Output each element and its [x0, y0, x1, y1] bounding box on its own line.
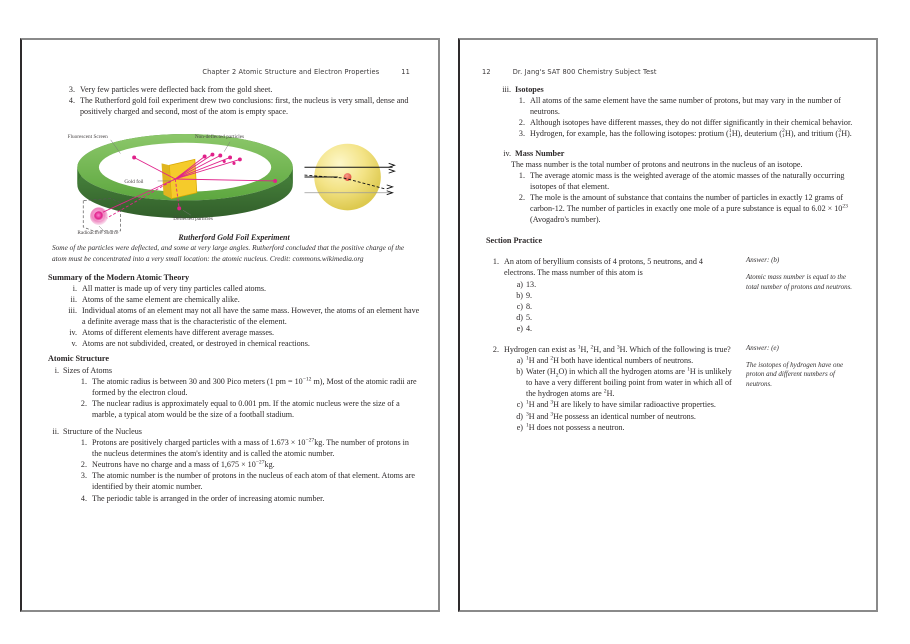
exponent: −12 [302, 375, 312, 382]
mass-number-heading-row [486, 148, 860, 159]
answer-explanation: The isotopes of hydrogen have one proton and different numbers of neutrons. [746, 360, 844, 388]
list-marker: 4. [80, 493, 87, 503]
list-marker: 1. [518, 96, 525, 106]
option[interactable] [512, 312, 736, 323]
list-text: Atoms of the same element are chemically alike. [82, 294, 240, 304]
list-marker: ii. [70, 294, 77, 304]
option-marker: a) [516, 279, 523, 289]
list-item [74, 459, 420, 470]
subsection-title: Structure of the Nucleus [63, 427, 142, 436]
list-marker: 2. [80, 460, 87, 470]
option[interactable] [512, 422, 736, 433]
atomic-structure-section [48, 353, 420, 503]
isotope-notation: 1 1 [728, 127, 732, 140]
option[interactable] [512, 279, 736, 290]
list-marker: 3. [80, 471, 87, 481]
summary-section [48, 272, 420, 350]
option-text: 8. [526, 301, 533, 311]
continued-list [48, 84, 420, 117]
option-text: $^3$H and $^3$He possess an identical number of neutrons. [526, 410, 696, 421]
list-item [74, 470, 420, 492]
list-text: The periodic table is arranged in the order of increasing atomic number. [92, 493, 325, 503]
list-marker: 1. [80, 376, 87, 386]
right-running-head [482, 68, 657, 76]
isotopes-heading: Isotopes [515, 85, 544, 94]
question-stem-row [486, 344, 736, 355]
list-marker: 2. [518, 192, 525, 202]
list-marker: 2. [518, 118, 525, 128]
option-marker: b) [516, 367, 523, 377]
right-page-number: 12 [482, 68, 491, 76]
list-text: Protons are positively charged particles with a mass of $1.673 \times 10^{-27}kg$. The number of protons in the nucleus determines the atom's identity and is called the atomic number. [92, 437, 409, 459]
left-page-body [48, 84, 420, 504]
option-marker: e) [516, 323, 523, 333]
question-stem: An atom of beryllium consists of 4 protons, 5 neutrons, and 4 electrons. The mass number of this atom is [504, 257, 703, 278]
label-deflected: Deflected particles [173, 216, 213, 223]
question-marker: 2. [492, 345, 499, 355]
practice-question-2 [486, 344, 860, 433]
answer-label: Answer: (b) [746, 256, 780, 265]
question-options [486, 279, 736, 334]
isotopes-section [486, 84, 860, 140]
list-item [512, 192, 860, 225]
list-text: All atoms of the same element have the same number of protons, but may vary in the number of neutrons. [530, 96, 841, 117]
list-text: The atomic number is the number of protons in the nucleus of each atom of that element. Atoms are identified by their atomic number. [92, 471, 415, 492]
option-marker: c) [516, 400, 523, 410]
section-practice-heading: Section Practice [486, 236, 543, 246]
list-marker: v. [71, 339, 77, 349]
list-marker: 3. [518, 129, 525, 139]
subsection-marker: ii. [52, 427, 59, 436]
list-text: Hydrogen, for example, has the following isotopes: protium ( 1 1 H), deuterium ( 2 1 H), and tritium ( 3 1 H). [530, 127, 852, 140]
answer-block [736, 256, 860, 292]
label-radioactive-source: Radioactive Source [77, 230, 119, 236]
list-text: The nuclear radius is approximately equal to 0.001 pm. If the atomic nucleus were the size of a marble, a typical atom would be the size of a football stadium. [92, 398, 400, 419]
option-text: Water $(H_2O)$ in which all the hydrogen atoms are $^1$H is unlikely to have a very different boiling point from water in which all of the hydrogen atoms are $^2$H. [526, 366, 732, 399]
option-marker: b) [516, 290, 523, 300]
label-fluorescent-screen: Fluorescent Screen [67, 134, 108, 141]
option[interactable] [512, 301, 736, 312]
answer-label: Answer: (e) [746, 344, 779, 353]
question-marker: 1. [492, 257, 499, 267]
atomic-structure-heading: Atomic Structure [48, 354, 110, 364]
isotope-notation: 2 1 [781, 127, 785, 140]
list-text: All matter is made up of very tiny particles called atoms. [82, 283, 267, 293]
list-item [62, 283, 420, 294]
mass-number-marker: iv. [503, 148, 511, 158]
right-page [458, 38, 878, 612]
option[interactable] [512, 399, 736, 410]
list-item [74, 398, 420, 420]
list-text: The atomic radius is between 30 and 300 Pico meters (1 pm = $10^{-12}$ m), Most of the atomic radii are formed by the electron cloud. [92, 375, 417, 397]
list-text: Atoms of different elements have different average masses. [82, 328, 275, 338]
gold-foil-diagram-svg [48, 123, 420, 235]
mass-number-section [486, 148, 860, 226]
option-text: $^1$H and $^2$H both have identical numbers of neutrons. [526, 355, 694, 366]
question-stem: Hydrogen can exist as $^1$H, $^2$H, and $^3$H. Which of the following is true? [504, 344, 731, 355]
subsection-title: Sizes of Atoms [63, 365, 113, 375]
list-text: Very few particles were deflected back from the gold sheet. [80, 85, 273, 94]
question-stem-row [486, 256, 736, 278]
list-text: Neutrons have no charge and a mass of $1,675 \times 10^{-27}kg$. [92, 459, 275, 470]
option[interactable] [512, 366, 736, 399]
list-item [62, 327, 420, 338]
left-running-head [202, 68, 410, 76]
list-marker: 2. [80, 398, 87, 408]
list-item [62, 305, 420, 327]
option-marker: d) [516, 411, 523, 421]
option[interactable] [512, 290, 736, 301]
isotopes-heading-row [486, 84, 860, 95]
list-marker: iv. [69, 328, 77, 338]
answer-explanation: Atomic mass number is equal to the total number of protons and neutrons. [746, 272, 853, 291]
subsection-marker: i. [54, 365, 59, 375]
list-item [512, 95, 860, 117]
list-text: Atoms are not subdivided, created, or destroyed in chemical reactions. [82, 339, 310, 349]
figure-caption-body: Some of the particles were deflected, and some at very large angles. Rutherford concluded that the positive charge of the atom must be concentrated into a very small location: the atomic nucleus. Credit: commons.wikimedia.org [52, 243, 405, 263]
mass-number-heading: Mass Number [515, 148, 565, 158]
exponent: −27 [255, 459, 265, 466]
list-item [512, 170, 860, 192]
list-text: Individual atoms of an element may not all have the same mass. However, the atoms of an element have a definite average mass that is the characteristic of the element. [82, 306, 420, 327]
isotope-notation: 3 1 [838, 127, 841, 140]
list-item [62, 84, 420, 95]
exponent: 23 [842, 203, 848, 210]
option-text: 5. [526, 312, 533, 322]
list-marker: 1. [80, 438, 87, 448]
list-item [74, 437, 420, 459]
option-marker: d) [516, 312, 523, 322]
option[interactable] [512, 355, 736, 366]
list-text: Although isotopes have different masses, they do not differ significantly in their chemical behavior. [530, 118, 853, 128]
mass-number-lead: The mass number is the total number of protons and neutrons in the nucleus of an isotope. [511, 159, 803, 169]
list-marker: 1. [518, 170, 525, 180]
practice-question-1 [486, 256, 860, 334]
figure-caption-title: Rutherford Gold Foil Experiment [178, 233, 290, 243]
list-marker: iii. [68, 306, 77, 316]
label-non-deflected: Non-deflected particles [194, 134, 245, 141]
section-practice [486, 235, 860, 433]
option[interactable] [512, 411, 736, 422]
subsection-sizes-of-atoms [48, 365, 420, 376]
list-item [74, 493, 420, 504]
list-text: The mole is the amount of substance that contains the number of particles in exactly 12 grams of carbon-12. The number of particles in exactly one mole of a pure substance is equal to $6.02 \times 10^{23}$ (Avogadro's number). [530, 192, 848, 225]
list-item [62, 294, 420, 305]
list-item [74, 376, 420, 398]
option[interactable] [512, 323, 736, 334]
right-page-body [486, 84, 860, 433]
question-options [486, 355, 736, 433]
atom-sphere [304, 144, 394, 211]
subsection-structure-of-nucleus [48, 426, 420, 437]
left-running-head-title: Chapter 2 Atomic Structure and Electron Properties [202, 68, 380, 76]
isotopes-marker: iii. [502, 85, 511, 94]
list-item [512, 128, 860, 139]
option-marker: c) [516, 301, 523, 311]
right-running-head-title: Dr. Jang's SAT 800 Chemistry Subject Test [512, 68, 657, 76]
list-item [62, 338, 420, 349]
list-item [62, 95, 420, 117]
label-gold-foil: Gold foil [124, 179, 144, 186]
option-marker: a) [516, 356, 523, 366]
left-page [20, 38, 440, 612]
answer-block [736, 344, 860, 389]
option-marker: e) [516, 422, 523, 432]
list-item [512, 117, 860, 128]
summary-heading: Summary of the Modern Atomic Theory [48, 272, 190, 282]
option-text: $^1$H does not possess a neutron. [526, 421, 625, 432]
list-marker: 3. [68, 85, 75, 94]
list-marker: i. [72, 283, 77, 293]
list-text: The Rutherford gold foil experiment drew two conclusions: first, the nucleus is very small, dense and positively charged and second, most of the atom is empty space. [80, 96, 409, 117]
list-marker: 4. [68, 96, 75, 106]
option-text: 13. [526, 279, 537, 289]
option-text: $^1$H and $^3$H are likely to have similar radioactive properties. [526, 399, 716, 410]
left-page-number: 11 [401, 68, 410, 76]
option-text: 9. [526, 290, 533, 300]
list-text: The average atomic mass is the weighted average of the atomic masses of the naturally occurring isotopes of that element. [530, 170, 845, 191]
exponent: −27 [305, 437, 315, 444]
rutherford-experiment-figure [48, 123, 420, 236]
option-text: 4. [526, 323, 533, 333]
